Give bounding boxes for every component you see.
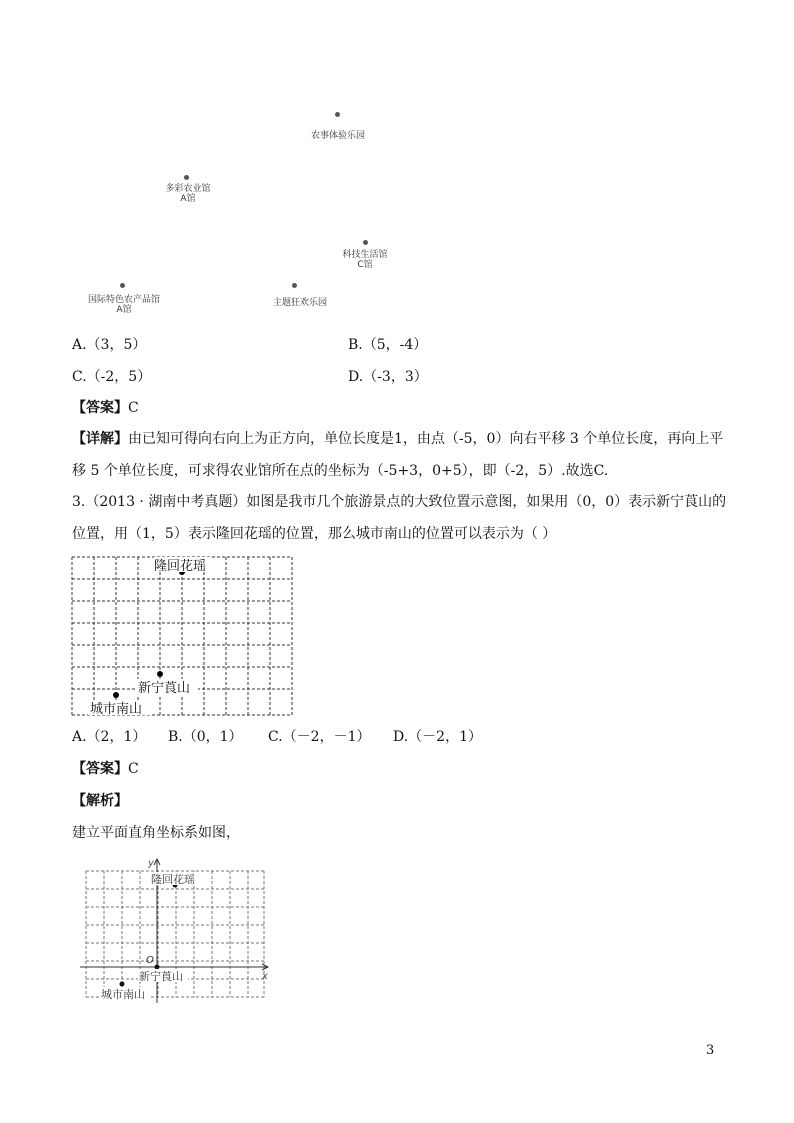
detail-tag: 【详解】 (72, 431, 128, 447)
map-point-label: 科技生活馆 C馆 (342, 250, 388, 270)
answer-tag: 【答案】 (72, 761, 128, 777)
detail-line-2: 移 5 个单位长度，可求得农业馆所在点的坐标为（-5+3，0+5），即（-2，5）.故选C. (72, 463, 609, 479)
analysis-tag: 【解析】 (72, 793, 128, 809)
x-axis-label: x (262, 971, 268, 982)
xinning-dot (155, 965, 160, 970)
detail-line-1: 【详解】由已知可得向右向上为正方向，单位长度是1，由点（-5，0）向右平移 3 个单位长度，再向上平 (72, 431, 724, 447)
q3-stem-line-1: 3.（2013 · 湖南中考真题）如图是我市几个旅游景点的大致位置示意图，如果用（0，0）表示新宁莨山的 (72, 494, 727, 510)
coordinate-grid-figure (78, 855, 274, 1005)
option-d: D.（-3，3） (348, 369, 428, 385)
origin-label: O (146, 955, 154, 966)
nanshan-dot (113, 692, 119, 698)
xinning-label: 新宁莨山 (139, 970, 183, 983)
nanshan-label: 城市南山 (90, 702, 143, 717)
page-number: 3 (706, 1043, 715, 1058)
map-point-dot (335, 112, 340, 117)
scenic-grid-figure (70, 555, 296, 717)
q3-option-d: D.（－2，1） (393, 729, 482, 745)
q3-stem-line-2: 位置，用（1，5）表示隆回花瑶的位置，那么城市南山的位置可以表示为（ ） (72, 526, 557, 542)
map-point-label: 国际特色农产品馆 A馆 (87, 295, 160, 315)
xinning-label: 新宁莨山 (138, 681, 191, 696)
option-b: B.（5，-4） (348, 337, 428, 353)
option-c: C.（-2，5） (72, 369, 152, 385)
answer-tag: 【答案】 (72, 400, 128, 416)
map-point-dot (120, 283, 125, 288)
map-point-dot (292, 283, 297, 288)
map-point-label: 多彩农业馆 A馆 (165, 184, 211, 204)
nanshan-label: 城市南山 (101, 988, 145, 1001)
longhui-label: 隆回花瑶 (154, 559, 207, 574)
map-point-dot (363, 240, 368, 245)
map-point-label: 农事体验乐园 (310, 131, 365, 141)
map-point-label: 主题狂欢乐园 (272, 298, 327, 308)
q3-option-c: C.（－2，－1） (268, 729, 371, 745)
q3-answer-line (72, 758, 139, 780)
map-point-dot (184, 175, 189, 180)
answer-line (72, 397, 139, 419)
answer-value: C (128, 761, 139, 777)
nanshan-dot (120, 982, 125, 987)
q3-option-b: B.（0，1） (168, 729, 243, 745)
answer-value: C (128, 400, 139, 416)
longhui-label: 隆回花瑶 (151, 873, 195, 886)
y-axis-label: y (148, 858, 154, 869)
analysis-text: 建立平面直角坐标系如图， (72, 825, 240, 841)
option-a: A.（3，5） (72, 337, 147, 353)
q3-option-a: A.（2，1） (72, 729, 147, 745)
xinning-dot (157, 671, 163, 677)
